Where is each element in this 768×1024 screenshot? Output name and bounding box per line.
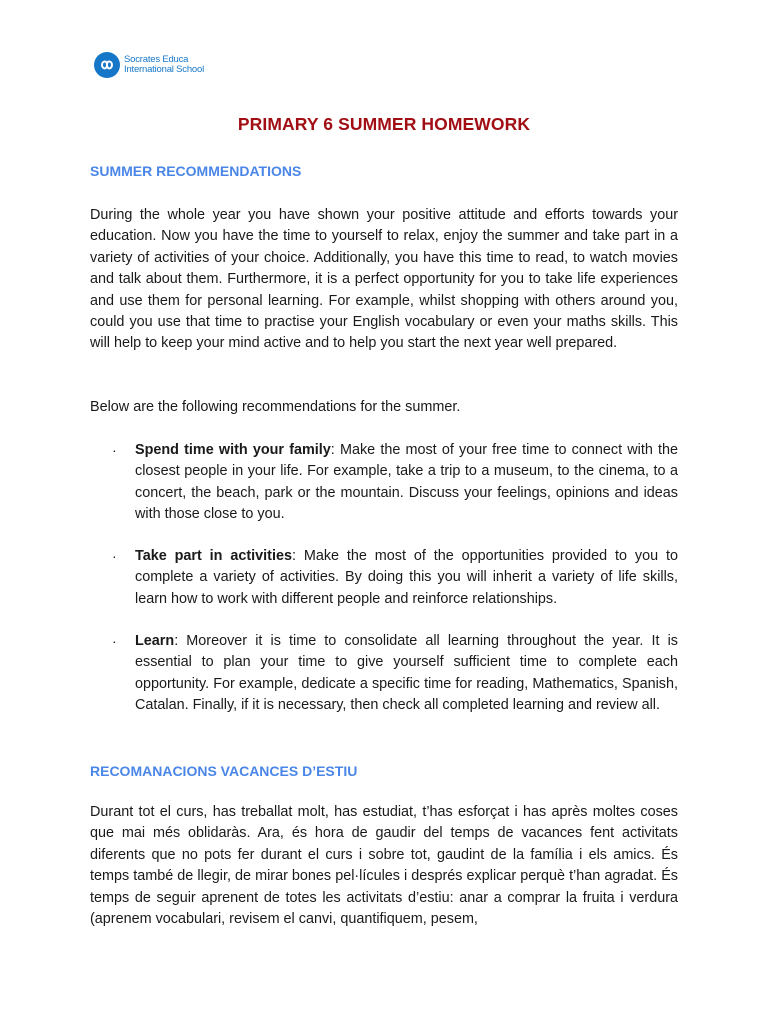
list-item-body: : Make the most of your free time to connect with the closest people in your life. For example, take a trip to a museum, to the cinema, to a concert, the beach, park or the mountain. Discuss your feelings, opinions and ideas with those close to you.	[135, 442, 679, 523]
list-item-text	[135, 440, 678, 526]
bullet-marker: ·	[112, 442, 117, 458]
list-item-text	[135, 546, 678, 610]
catalan-intro-paragraph: Durant tot el curs, has treballat molt, has estudiat, t’has esforçat i has après moltes coses que mai més oblidaràs. Ara, és hora de gaudir del temps de vacances fent activitats diferents que no pots fer durant el curs i sobre tot, gaudint de la família i els amics. És temps també de llegir, de mirar bones pel·lícules i després explicar perquè t’han agradat. És temps de seguir aprenent de totes les activitats d’estiu: anar a comprar la fruita i verdura (aprenem vocabulari, revisem el canvi, quantifiquem, pesem,	[90, 804, 678, 928]
list-item-activities	[90, 546, 678, 610]
page-title: PRIMARY 6 SUMMER HOMEWORK	[237, 114, 531, 134]
bullet-marker: ·	[112, 633, 117, 649]
list-item-bold: Spend time with your family	[135, 442, 331, 458]
list-item-bold: Take part in activities	[135, 548, 292, 564]
list-item-body: : Make the most of the opportunities provided to you to complete a variety of activities. By doing this you will inherit a variety of life skills, learn how to work with different people and reinforce relationships.	[135, 548, 678, 607]
list-item-learn	[90, 631, 678, 717]
list-item-family	[90, 440, 678, 526]
section-heading-catalan: RECOMANACIONS VACANCES D’ESTIU	[90, 763, 358, 779]
list-item-text	[135, 631, 678, 717]
recommendations-lead: Below are the following recommendations for the summer.	[90, 399, 461, 415]
section-heading-summer: SUMMER RECOMMENDATIONS	[90, 163, 302, 179]
list-item-bold: Learn	[135, 633, 175, 649]
summer-intro-paragraph: During the whole year you have shown your positive attitude and efforts towards your education. Now you have the time to yourself to relax, enjoy the summer and take part in a variety of activities of your choice. Additionally, you have this time to read, to watch movies and talk about them. Furthermore, it is a perfect opportunity for you to take life experiences and use them for personal learning. For example, whilst shopping with others around you, could you use that time to practise your English vocabulary or even your maths skills. This will help to keep your mind active and to help you start the next year well prepared.	[90, 207, 678, 352]
infinity-logo-icon	[94, 52, 120, 78]
logo-line2: International School	[124, 64, 204, 75]
school-logo	[94, 52, 204, 78]
list-item-body: : Moreover it is time to consolidate all learning throughout the year. It is essential to plan your time to give yourself sufficient time to complete each opportunity. For example, dedicate a specific time for reading, Mathematics, Spanish, Catalan. Finally, if it is necessary, then check all completed learning and review all.	[135, 633, 678, 714]
logo-text	[124, 55, 204, 75]
bullet-marker: ·	[112, 548, 117, 564]
logo-line1: Socrates Educa	[124, 54, 189, 65]
